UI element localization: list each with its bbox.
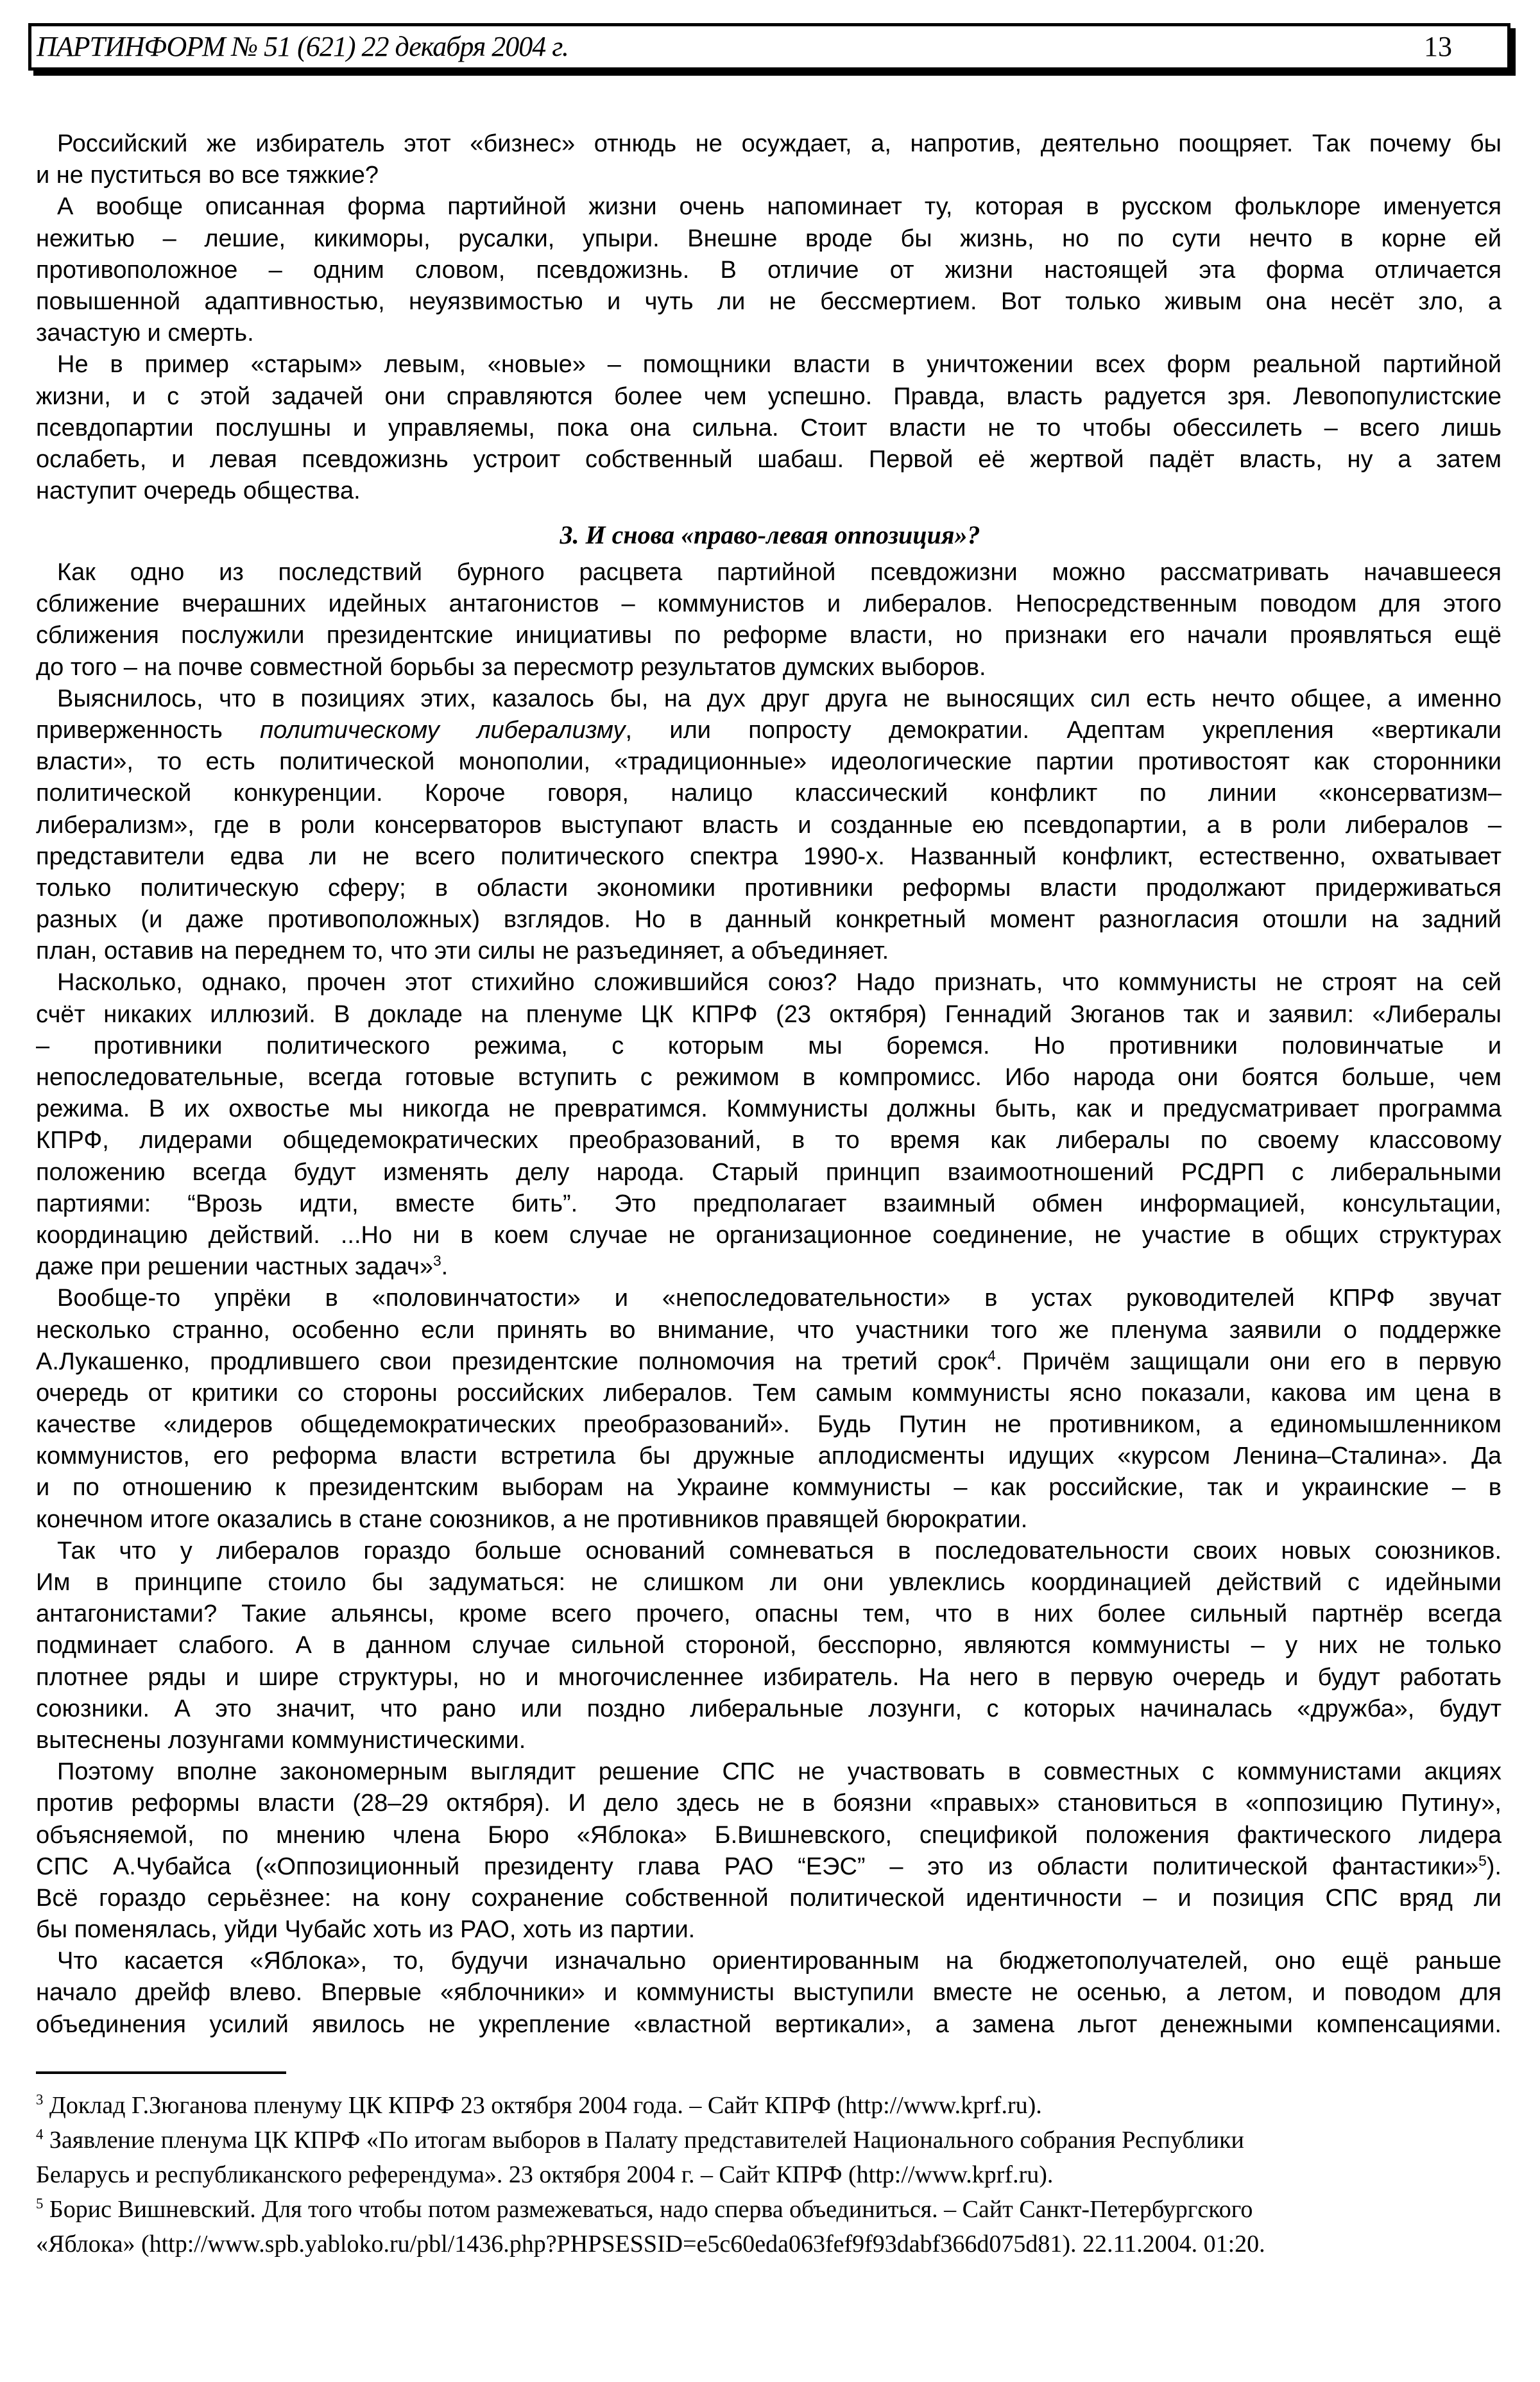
text-segment: , или попросту демократии. Адептам укрепления «вертикали bbox=[625, 716, 1502, 744]
text-line: Насколько, однако, прочен этот стихийно сложившийся союз? Надо признать, что коммунисты не строят на сей bbox=[57, 969, 1502, 997]
footnote-ref: 4 bbox=[987, 1347, 996, 1364]
text-line: Так что у либералов гораздо больше оснований сомневаться в последовательности своих новых союзников. bbox=[57, 1537, 1502, 1564]
text-segment: . Причём защищали они его в первую bbox=[995, 1348, 1502, 1375]
footnote bbox=[36, 2123, 1505, 2192]
footnote-text: Доклад Г.Зюганова пленуму ЦК КПРФ 23 октября 2004 года. – Сайт КПРФ (http://www.kprf.ru). bbox=[49, 2092, 1042, 2119]
text-line: противоположное – одним словом, псевдожизнь. В отличие от жизни настоящей эта форма отличается bbox=[36, 256, 1502, 284]
text-line: повышенной адаптивностью, неуязвимостью и чуть ли не бессмертием. Вот только живым она несёт зло, а bbox=[36, 287, 1502, 315]
text-line: КПРФ, лидерами общедемократических преобразований, в то время как либералы по своему классовому bbox=[36, 1127, 1502, 1154]
text-line: антагонистами? Такие альянсы, кроме всего прочего, опасны тем, что в них более сильный партнёр всегда bbox=[36, 1600, 1502, 1628]
text-line: власти», то есть политической монополии, «традиционные» идеологические партии противостоят как сторонники bbox=[36, 748, 1502, 776]
paragraph bbox=[36, 349, 1502, 507]
footnote bbox=[36, 2192, 1505, 2261]
text-line: Выяснилось, что в позициях этих, казалось бы, на дух друг друга не выносящих сил есть нечто общее, а именно bbox=[57, 685, 1502, 712]
text-line: Поэтому вполне закономерным выглядит решение СПС не участвовать в совместных с коммунистами акциях bbox=[57, 1758, 1502, 1786]
footnote-text: «Яблока» (http://www.spb.yabloko.ru/pbl/1436.php?PHPSESSID=e5c60eda063fef9f93dabf366d075d81). 22.11.2004. 01:20. bbox=[36, 2231, 1265, 2258]
footnote bbox=[36, 2088, 1505, 2123]
page-number: 13 bbox=[1424, 31, 1452, 62]
paragraph bbox=[36, 967, 1502, 1283]
footnote-text: Борис Вишневский. Для того чтобы потом размежеваться, надо сперва объединиться. – Сайт Санкт-Петербургского bbox=[49, 2196, 1253, 2223]
text-line: разных (и даже противоположных) взглядов. Но в данный конкретный момент разногласия отошли на задний bbox=[36, 906, 1502, 934]
text-line: очередь от критики со стороны российских либералов. Тем самым коммунисты ясно показали, какова им цена в bbox=[36, 1379, 1502, 1407]
text-line: плотнее ряды и шире структуры, но и многочисленнее избиратель. На него в первую очередь и будут работать bbox=[36, 1663, 1502, 1691]
footnotes bbox=[36, 2088, 1505, 2261]
text-line: Не в пример «старым» левым, «новые» – помощники власти в уничтожении всех форм реальной партийной bbox=[57, 351, 1502, 379]
footnote-line bbox=[36, 2088, 1505, 2123]
text-segment: СПС А.Чубайса («Оппозиционный президенту глава РАО “ЕЭС” – это из области политической фантастики» bbox=[36, 1853, 1479, 1880]
text-line: либерализм», где в роли консерваторов выступают власть и созданные ею псевдопартии, а в роли либералов – bbox=[36, 811, 1502, 839]
text-line: ослабеть, и левая псевдожизнь устроит собственный шабаш. Первой её жертвой падёт власть, ну а затем bbox=[36, 445, 1502, 473]
text-line bbox=[36, 715, 1502, 746]
text-segment: ). bbox=[1486, 1853, 1502, 1880]
paragraph bbox=[36, 191, 1502, 349]
text-line: подминает слабого. А в данном случае сильной стороной, бесспорно, являются коммунисты – у них не только bbox=[36, 1632, 1502, 1659]
text-line: представители едва ли не всего политического спектра 1990-х. Названный конфликт, естественно, охватывает bbox=[36, 843, 1502, 870]
text-line: вытеснены лозунгами коммунистическими. bbox=[36, 1726, 526, 1754]
text-line: Что касается «Яблока», то, будучи изначально ориентированным на бюджетополучателей, оно ещё раньше bbox=[57, 1948, 1502, 1975]
text-line: жизни, и с этой задачей они справляются более чем успешно. Правда, власть радуется зря. Левопопулистские bbox=[36, 382, 1502, 410]
text-line: и не пуститься во все тяжкие? bbox=[36, 162, 379, 189]
text-line: и по отношению к президентским выборам на Украине коммунисты – как российские, так и украинские – в bbox=[36, 1474, 1502, 1502]
page-header bbox=[28, 23, 1510, 71]
text-line: бы поменялась, уйди Чубайс хоть из РАО, хоть из партии. bbox=[36, 1916, 696, 1944]
text-line: конечном итоге оказались в стане союзников, а не противников правящей бюрократии. bbox=[36, 1505, 1028, 1533]
footnote-text: Заявление пленума ЦК КПРФ «По итогам выборов в Палату представителей Национального собрания Республики bbox=[49, 2127, 1244, 2154]
text-line: счёт никаких иллюзий. В докладе на пленуме ЦК КПРФ (23 октября) Геннадий Зюганов так и заявил: «Либералы bbox=[36, 1000, 1502, 1028]
text-line: Вообще-то упрёки в «половинчатости» и «непоследовательности» в устах руководителей КПРФ звучат bbox=[57, 1285, 1502, 1312]
publication-title: ПАРТИНФОРМ № 51 (621) 22 декабря 2004 г. bbox=[37, 31, 569, 62]
footnote-line bbox=[36, 2227, 1505, 2261]
text-line: наступит очередь общества. bbox=[36, 477, 361, 505]
text-line: сближение вчерашних идейных антагонистов – коммунистов и либералов. Непосредственным поводом для этого bbox=[36, 590, 1502, 618]
text-line: псевдопартии послушны и управляемы, пока она сильна. Стоит власти не то чтобы обессилеть – всего лишь bbox=[36, 414, 1502, 441]
text-line: сближения послужили президентские инициативы по реформе власти, но признаки его начали проявляться ещё bbox=[36, 622, 1502, 649]
footnote-text: Беларусь и республиканского референдума». 23 октября 2004 г. – Сайт КПРФ (http://www.kprf.ru). bbox=[36, 2161, 1054, 2188]
italic-text: политическому либерализму bbox=[260, 716, 626, 744]
text-line: А вообще описанная форма партийной жизни очень напоминает ту, которая в русском фольклоре именуется bbox=[57, 193, 1502, 221]
text-line: несколько странно, особенно если принять во внимание, что участники того же пленума заявили о поддержке bbox=[36, 1316, 1502, 1344]
text-line: союзники. А это значит, что рано или поздно либеральные лозунги, с которых начиналась «дружба», будут bbox=[36, 1695, 1502, 1722]
paragraph bbox=[36, 1946, 1502, 2041]
text-segment: А.Лукашенко, продлившего свои президентские полномочия на третий срок bbox=[36, 1348, 988, 1375]
text-line: Российский же избиратель этот «бизнес» отнюдь не осуждает, а, напротив, деятельно поощряет. Так почему бы bbox=[57, 130, 1502, 157]
text-line: объединения усилий явилось не укрепление «властной вертикали», а замена льгот денежными компенсациями. bbox=[36, 2010, 1502, 2038]
footnote-line bbox=[36, 2123, 1505, 2157]
footnote-ref: 5 bbox=[1478, 1852, 1487, 1869]
article-body-main bbox=[36, 557, 1502, 2041]
paragraph bbox=[36, 557, 1502, 683]
text-line: партиями: “Врозь идти, вместе бить”. Это предполагает взаимный обмен информацией, консультации, bbox=[36, 1190, 1502, 1217]
text-line: план, оставив на переднем то, что эти силы не разъединяет, а объединяет. bbox=[36, 938, 889, 965]
text-line: – противники политического режима, с которым мы боремся. Но противники половинчатые и bbox=[36, 1032, 1502, 1059]
text-line: против реформы власти (28–29 октября). И дело здесь не в боязни «правых» становиться в «оппозицию Путину», bbox=[36, 1790, 1502, 1817]
text-segment: приверженность bbox=[36, 716, 261, 744]
text-line: коммунистов, его реформа власти встретила бы дружные аплодисменты идущих «курсом Ленина–Сталина». Да bbox=[36, 1443, 1502, 1470]
text-line: качестве «лидеров общедемократических преобразований». Будь Путин не противником, а единомышленником bbox=[36, 1411, 1502, 1439]
text-segment: . bbox=[441, 1253, 449, 1281]
text-line: только политическую сферу; в области экономики противники реформы власти продолжают придерживаться bbox=[36, 874, 1502, 902]
text-line: объясняемой, по мнению члена Бюро «Яблока» Б.Вишневского, спецификой положения фактического лидера bbox=[36, 1821, 1502, 1849]
paragraph bbox=[36, 1536, 1502, 1756]
text-line: нежитью – лешие, кикиморы, русалки, упыри. Внешне вроде бы жизнь, но по сути нечто в корне ей bbox=[36, 225, 1502, 252]
text-segment: даже при решении частных задач» bbox=[36, 1253, 433, 1281]
text-line: Им в принципе стоило бы задуматься: не слишком ли они увлеклись координацией действий с идейными bbox=[36, 1569, 1502, 1596]
text-line: Всё гораздо серьёзнее: на кону сохранение собственной политической идентичности – и позиция СПС вряд ли bbox=[36, 1884, 1502, 1912]
text-line: непоследовательные, всегда готовые вступить с режимом в компромисс. Ибо народа они боятся больше, чем bbox=[36, 1064, 1502, 1091]
text-line: режима. В их охвостье мы никогда не превратимся. Коммунисты должны быть, как и предусматривает программа bbox=[36, 1095, 1502, 1123]
paragraph bbox=[36, 683, 1502, 968]
footnote-number: 3 bbox=[36, 2091, 44, 2108]
text-line: до того – на почве совместной борьбы за пересмотр результатов думских выборов. bbox=[36, 653, 986, 681]
text-line: положению всегда будут изменять делу народа. Старый принцип взаимоотношений РСДРП с либеральными bbox=[36, 1158, 1502, 1186]
text-line: координацию действий. ...Но ни в коем случае не организационное соединение, не участие в общих структурах bbox=[36, 1221, 1502, 1249]
text-line bbox=[36, 1251, 1502, 1283]
text-line: начало дрейф влево. Впервые «яблочники» и коммунисты выступили вместе не осенью, а летом, и поводом для bbox=[36, 1979, 1502, 2007]
text-line: зачастую и смерть. bbox=[36, 320, 254, 347]
footnote-ref: 3 bbox=[432, 1252, 441, 1269]
paragraph bbox=[36, 128, 1502, 191]
footnote-number: 5 bbox=[36, 2195, 44, 2212]
footnote-number: 4 bbox=[36, 2126, 44, 2143]
footnote-divider bbox=[36, 2071, 286, 2074]
paragraph bbox=[36, 1283, 1502, 1536]
footnote-line bbox=[36, 2157, 1505, 2192]
text-line: политической конкуренции. Короче говоря, налицо классический конфликт по линии «консерватизм– bbox=[36, 780, 1502, 807]
footnote-line bbox=[36, 2192, 1505, 2227]
text-line bbox=[36, 1851, 1502, 1883]
article-body-top bbox=[36, 128, 1502, 507]
section-heading: 3. И снова «право-левая оппозиция»? bbox=[560, 520, 980, 549]
text-line bbox=[36, 1346, 1502, 1378]
paragraph bbox=[36, 1756, 1502, 1946]
text-line: Как одно из последствий бурного расцвета партийной псевдожизни можно рассматривать начавшееся bbox=[57, 559, 1502, 586]
